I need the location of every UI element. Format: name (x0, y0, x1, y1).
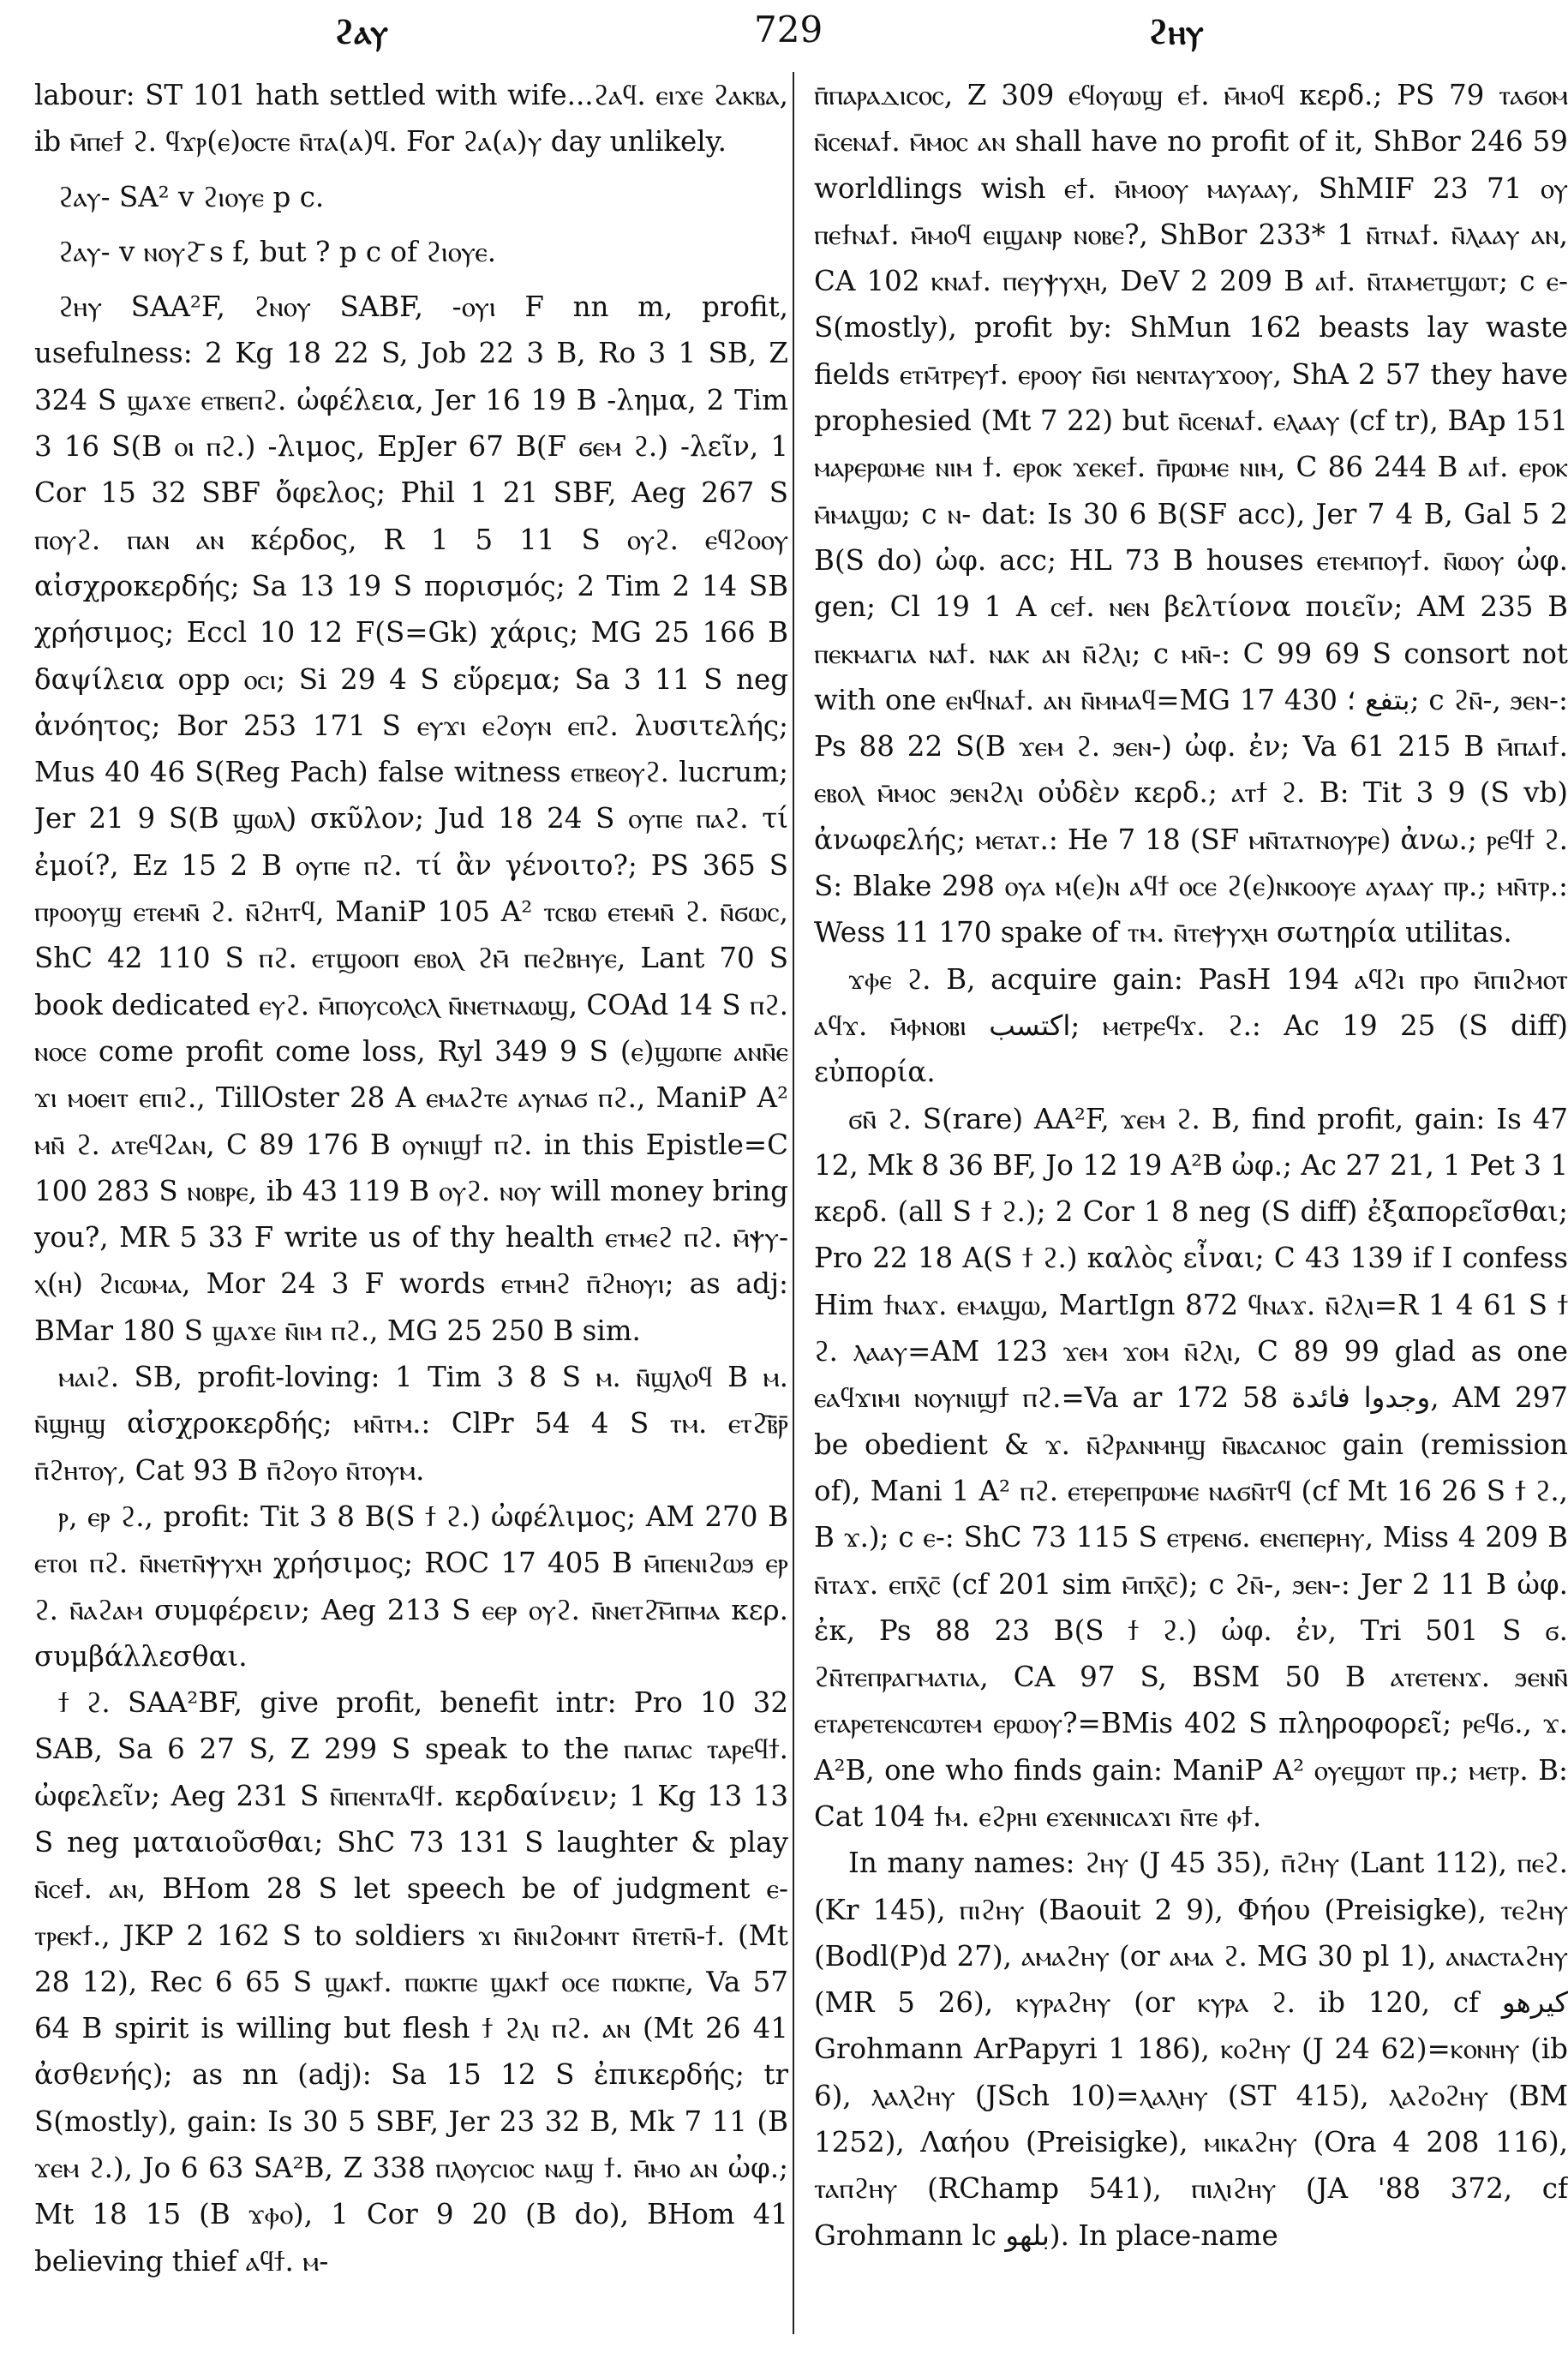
left-column (34, 72, 788, 2351)
column-divider (793, 72, 794, 2334)
right-column (814, 72, 1568, 2351)
entry-continuation: labour: ST 101 hath settled with wife...ϩⲁϥ. ⲉⲓϫⲉ ϩⲁⲕⲃⲁ, ib ⲙ̄ⲡⲉϯ ϩ. ϥϫⲣ(ⲉ)ⲟⲥⲧⲉ ⲛ̄ⲧⲁ(ⲁ)ϥ. For ϩⲁ(ⲁ)ⲩ day unlikely. (34, 79, 788, 159)
page-number: 729 (754, 9, 823, 51)
page-header (0, 0, 1568, 55)
right-running-headword: ϩⲏⲩ (1148, 12, 1204, 52)
entry-ti-hey: ϯ ϩ. SAA²BF, give profit, benefit intr: Pro 10 32 SAB, Sa 6 27 S, Z 299 S speak to the ⲡⲁⲡⲁⲥ ⲧⲁⲣⲉϥϯ. ὠφελεῖν; Aeg 231 S ⲛ̄ⲡⲉⲛⲧⲁϥϯ. κερδαίνειν; 1 Kg 13 13 S neg ματαιοῦσθαι; ShC 73 131 S laughter & play ⲛ̄ⲥⲉϯ. ⲁⲛ, BHom 28 S let speech be of judgment ⲉ-ⲧⲣⲉⲕϯ., JKP 2 162 S to soldiers ϫⲓ ⲛ̄ⲛⲓϩⲟⲙⲛⲧ ⲛ̄ⲧⲉⲧⲛ̄-ϯ. (Mt 28 12), Rec 6 65 S ϣⲁⲕϯ. ⲡⲱⲕⲡⲉ ϣⲁⲕϯ ⲟⲥⲉ ⲡⲱⲕⲡⲉ, Va 57 64 B spirit is willing but flesh ϯ ϩⲗⲓ ⲡϩ. ⲁⲛ (Mt 26 41 ἀσθενής); as nn (adj): Sa 15 12 S ἐπικερδής; tr S(mostly), gain: Is 30 5 SBF, Jer 23 32 B, Mk 7 11 (B ϫⲉⲙ ϩ.), Jo 6 63 SA²B, Z 338 ⲡⲗⲟⲩⲥⲓⲟⲥ ⲛⲁϣ ϯ. ⲙ̄ⲙⲟ ⲁⲛ ὠφ.; Mt 18 15 (B ϫⲫⲟ), 1 Cor 9 20 (B do), BHom 41 believing thief ⲁϥϯ. ⲙ- (34, 1686, 788, 2278)
entry-ti-hey-continued: ⲡ̄ⲡⲁⲣⲁⲇⲓⲥⲟⲥ, Z 309 ⲉϥⲟⲩⲱϣ ⲉϯ. ⲙ̄ⲙⲟϥ κερδ.; PS 79 ⲧⲁϭⲟⲙ ⲛ̄ⲥⲉⲛⲁϯ. ⲙ̄ⲙⲟⲥ ⲁⲛ shall have no profit of it, ShBor 246 59 worldlings wish ⲉϯ. ⲙ̄ⲙⲟⲟⲩ ⲙⲁⲩⲁⲁⲩ, ShMIF 23 71 ⲟⲩ ⲡⲉϯⲛⲁϯ. ⲙ̄ⲙⲟϥ ⲉⲓϣⲁⲛⲣ ⲛⲟⲃⲉ?, ShBor 233* 1 ⲛ̄ⲧⲛⲁϯ. ⲛ̄ⲗⲁⲁⲩ ⲁⲛ, CA 102 ⲕⲛⲁϯ. ⲡⲉⲩⲯⲩⲭⲏ, DeV 2 209 B ⲁⲓϯ. ⲛ̄ⲧⲁⲙⲉⲧϣⲱⲧ; c ⲉ- S(mostly), profit by: ShMun 162 beasts lay waste fields ⲉⲧⲙ̄ⲧⲣⲉⲩϯ. ⲉⲣⲟⲟⲩ ⲛ̄ϭⲓ ⲛⲉⲛⲧⲁⲩϫⲟⲟⲩ, ShA 2 57 they have prophesied (Mt 7 22) but ⲛ̄ⲥⲉⲛⲁϯ. ⲉⲗⲁⲁⲩ (cf tr), BAp 151 ⲙⲁⲣⲉⲣⲱⲙⲉ ⲛⲓⲙ ϯ. ⲉⲣⲟⲕ ϫⲉⲕⲉϯ. ⲡ̄ⲣⲱⲙⲉ ⲛⲓⲙ, C 86 244 B ⲁⲓϯ. ⲉⲣⲟⲕ ⲙ̄ⲙⲁϣⲱ; c ⲛ- dat: Is 30 6 B(SF acc), Jer 7 4 B, Gal 5 2 B(S do) ὠφ. acc; HL 73 B houses ⲉⲧⲉⲙⲡⲟⲩϯ. ⲛ̄ⲱⲟⲩ ὠφ. gen; Cl 19 1 A ⲥⲉϯ. ⲛⲉⲛ βελτίονα ποιεῖν; AM 235 B ⲡⲉⲕⲙⲁⲅⲓⲁ ⲛⲁϯ. ⲛⲁⲕ ⲁⲛ ⲛ̄ϩⲗⲓ; c ⲙⲛ̄-: C 99 69 S consort not with one ⲉⲛϥⲛⲁϯ. ⲁⲛ ⲛ̄ⲙⲙⲁϥ=MG 17 430 بتفع ؛; c ϩⲛ̄-, ϧⲉⲛ-: Ps 88 22 S(B ϫⲉⲙ ϩ. ϧⲉⲛ-) ὠφ. ἐν; Va 61 215 B ⲙ̄ⲡⲁⲓϯ. ⲉⲃⲟⲗ ⲙ̄ⲙⲟⲥ ϧⲉⲛϩⲗⲓ οὐδὲν κερδ.; ⲁⲧϯ ϩ. B: Tit 3 9 (S vb) ἀνωφελής; ⲙⲉⲧⲁⲧ.: He 7 18 (SF ⲙⲛ̄ⲧⲁⲧⲛⲟⲩⲣⲉ) ἀνω.; ⲣⲉϥϯ ϩ. S: Blake 298 ⲟⲩⲁ ⲙ(ⲉ)ⲛ ⲁϥϯ ⲟⲥⲉ ϩ(ⲉ)ⲛⲕⲟⲟⲩⲉ ⲁⲩⲁⲁⲩ ⲡⲣ.; ⲙⲛ̄ⲧⲣ.: Wess 11 170 spake of ⲧⲙ. ⲛ̄ⲧⲉⲯⲩⲭⲏ σωτηρία utilitas. (814, 79, 1568, 949)
left-running-headword: ϩⲁⲩ (334, 12, 388, 52)
entry-jphe-hey: ϫⲫⲉ ϩ. B, acquire gain: PasH 194 ⲁϥϩⲓ ⲡⲣⲟ ⲙ̄ⲡⲓϩⲙⲟⲧ ⲁϥϫ. ⲙ̄ⲫⲛⲟⲃⲓ اكتسب; ⲙⲉⲧⲣⲉϥϫ. ϩ.: Ac 19 25 (S diff) εὐπορία. (814, 962, 1568, 1089)
entry-hay-prefix-1: ϩⲁⲩ- SA² v ϩⲓⲟⲩⲉ p c. (58, 180, 325, 213)
entry-hey-main: ϩⲏⲩ SAA²F, ϩⲛⲟⲩ SABF, -ⲟⲩⲓ F nn m, profit, usefulness: 2 Kg 18 22 S, Job 22 3 B, Ro 3 1 SB, Z 324 S ϣⲁϫⲉ ⲉⲧⲃⲉⲡϩ. ὠφέλεια, Jer 16 19 B -λημα, 2 Tim 3 16 S(B ⲟⲓ ⲡϩ.) -λιμος, EpJer 67 B(F ϭⲉⲙ ϩ.) -λεῖν, 1 Cor 15 32 SBF ὄφελος; Phil 1 21 SBF, Aeg 267 S ⲡⲟⲩϩ. ⲡⲁⲛ ⲁⲛ κέρδος, R 1 5 11 S ⲟⲩϩ. ⲉϥϩⲟⲟⲩ αἰσχροκερδής; Sa 13 19 S πορισμός; 2 Tim 2 14 SB χρήσιμος; Eccl 10 12 F(S=Gk) χάρις; MG 25 166 B δαψίλεια opp ⲟⲥⲓ; Si 29 4 S εὕρεμα; Sa 3 11 S neg ἀνόητος; Bor 253 171 S ⲉⲩϫⲓ ⲉϩⲟⲩⲛ ⲉⲡϩ. λυσιτελής; Mus 40 46 S(Reg Pach) false witness ⲉⲧⲃⲉⲟⲩϩ. lucrum; Jer 21 9 S(B ϣⲱⲗ) σκῦλον; Jud 18 24 S ⲟⲩⲡⲉ ⲡⲁϩ. τί ἐμοί?, Ez 15 2 B ⲟⲩⲡⲉ ⲡϩ. τί ἂν γένοιτο?; PS 365 S ⲡⲣⲟⲟⲩϣ ⲉⲧⲉⲙⲛ̄ ϩ. ⲛ̄ϩⲏⲧϥ, ManiP 105 A² ⲧⲥⲃⲱ ⲉⲧⲉⲙⲛ̄ ϩ. ⲛ̄ϭⲱⲥ, ShC 42 110 S ⲡϩ. ⲉⲧϣⲟⲟⲡ ⲉⲃⲟⲗ ϩⲙ̄ ⲡⲉϩⲃⲏⲩⲉ, Lant 70 S book dedicated ⲉⲩϩ. ⲙ̄ⲡⲟⲩⲥⲟⲗⲥⲗ ⲛ̄ⲛⲉⲧⲛⲁⲱϣ, COAd 14 S ⲡϩ. ⲛⲟⲥⲉ come profit come loss, Ryl 349 9 S (ⲉ)ϣⲱⲡⲉ ⲁⲛⲛ̄ⲉ ϫⲓ ⲙⲟⲉⲓⲧ ⲉⲡⲓϩ., TillOster 28 A ⲉⲙⲁϩⲧⲉ ⲁⲩⲛⲁϭ ⲡϩ., ManiP A² ⲙⲛ̄ ϩ. ⲁⲧⲉϥϩⲁⲛ, C 89 176 B ⲟⲩⲛⲓϣϯ ⲡϩ. in this Epistle=C 100 283 S ⲛⲟⲃⲣⲉ, ib 43 119 B ⲟⲩϩ. ⲛⲟⲩ will money bring you?, MR 5 33 F write us of thy health ⲉⲧⲙⲉϩ ⲡϩ. ⲙ̄ⲯⲩ-ⲭ(ⲏ) ϩⲓⲥⲱⲙⲁ, Mor 24 3 F words ⲉⲧⲙⲏϩ ⲡ̄ϩⲏⲟⲩⲓ; as adj: BMar 180 S ϣⲁϫⲉ ⲛ̄ⲓⲙ ⲡϩ., MG 25 250 B sim. (34, 290, 788, 1347)
entry-names: In many names: ϩⲏⲩ (J 45 35), ⲡ̄ϩⲏⲩ (Lant 112), ⲡⲉϩ. (Kr 145), ⲡⲓϩⲏⲩ (Baouit 2 9), Φήου (Preisigke), ⲧⲉϩⲏⲩ (Bodl(P)d 27), ⲁⲙⲁϩⲏⲩ (or ⲁⲙⲁ ϩ. MG 30 pl 1), ⲁⲛⲁⲥⲧⲁϩⲏⲩ (MR 5 26), ⲕⲩⲣⲁϩⲏⲩ (or ⲕⲩⲣⲁ ϩ. ib 120, cf كيرهو Grohmann ArPapyri 1 186), ⲕⲟϩⲏⲩ (J 24 62)=ⲕⲟⲛⲏⲩ (ib 6), ⲗⲁⲗϩⲏⲩ (JSch 10)=ⲗⲁⲗⲏⲩ (ST 415), ⲗⲁϩⲟϩⲏⲩ (BM 1252), Λαήου (Preisigke), ⲙⲓⲕⲁϩⲏⲩ (Ora 4 208 116), ⲧⲁⲡϩⲏⲩ (RChamp 541), ⲡⲓⲗⲓϩⲏⲩ (JA '88 372, cf Grohmann lc بلهو). In place-name (814, 1847, 1568, 2252)
entry-er-hey: ⲣ, ⲉⲣ ϩ., profit: Tit 3 8 B(S ϯ ϩ.) ὠφέλιμος; AM 270 B ⲉⲧⲟⲓ ⲡϩ. ⲛ̄ⲛⲉⲧⲛ̄ⲯⲩⲭⲏ χρήσιμος; ROC 17 405 B ⲙ̄ⲡⲉⲛⲓϩⲱϧ ⲉⲣ ϩ. ⲛ̄ⲁϩⲁⲙ συμφέρειν; Aeg 213 S ⲉⲉⲣ ⲟⲩϩ. ⲛ̄ⲛⲉⲧϩ̄ⲙ̄ⲡⲙⲁ κερ. συμβάλλεσθαι. (34, 1500, 788, 1673)
entry-chn-hey: ϭⲛ̄ ϩ. S(rare) AA²F, ϫⲉⲙ ϩ. B, find profit, gain: Is 47 12, Mk 8 36 BF, Jo 12 19 A²B ὠφ.; Ac 27 21, 1 Pet 3 1 κερδ. (all S ϯ ϩ.); 2 Cor 1 8 neg (S diff) ἐξαπορεῖσθαι; Pro 22 18 A(S ϯ ϩ.) καλὸς εἶναι; C 43 139 if I confess Him ϯⲛⲁϫ. ⲉⲙⲁϣⲱ, MartIgn 872 ϥⲛⲁϫ. ⲛ̄ϩⲗⲓ=R 1 4 61 S ϯ ϩ. ⲗⲁⲁⲩ=AM 123 ϫⲉⲙ ϫⲟⲙ ⲛ̄ϩⲗⲓ, C 89 99 glad as one ⲉⲁϥϫⲓⲙⲓ ⲛⲟⲩⲛⲓϣϯ ⲡϩ.=Va ar 172 58 وجدوا فائدة, AM 297 be obedient & ϫ. ⲛ̄ϩⲣⲁⲛⲙⲏϣ ⲛ̄ⲃⲁⲥⲁⲛⲟⲥ gain (remission of), Mani 1 A² ⲡϩ. ⲉⲧⲉⲣⲉⲡⲣⲱⲙⲉ ⲛⲁϭⲛ̄ⲧϥ (cf Mt 16 26 S ϯ ϩ., B ϫ.); c ⲉ-: ShC 73 115 S ⲉⲧⲣⲉⲛϭ. ⲉⲛⲉⲡⲉⲣⲏⲩ, Miss 4 209 B ⲛ̄ⲧⲁϫ. ⲉⲡⲭ̄ⲥ̄ (cf 201 sim ⲙ̄ⲡⲭ̄ⲥ̄); c ϩⲛ̄-, ϧⲉⲛ-: Jer 2 11 B ὠφ. ἐκ, Ps 88 23 B(S ϯ ϩ.) ὠφ. ἐν, Tri 501 S ϭ. ϩⲛ̄ⲧⲉⲡⲣⲁⲅⲙⲁⲧⲓⲁ, CA 97 S, BSM 50 B ⲁⲧⲉⲧⲉⲛϫ. ϧⲉⲛⲛ̄ ⲉⲧⲁⲣⲉⲧⲉⲛⲥⲱⲧⲉⲙ ⲉⲣⲱⲟⲩ?=BMis 402 S πληροφορεῖ; ⲣⲉϥϭ., ϫ. A²B, one who finds gain: ManiP A² ⲟⲩⲉϣⲱⲧ ⲡⲣ.; ⲙⲉⲧⲣ. B: Cat 104 ϯⲙ. ⲉϩⲣⲏⲓ ⲉϫⲉⲛⲛⲓⲥⲁϫⲓ ⲛ̄ⲧⲉ ⲫϯ. (814, 1102, 1568, 1833)
entry-mai-hey: ⲙⲁⲓϩ. SB, profit-loving: 1 Tim 3 8 S ⲙ. ⲛ̄ϣⲗⲟϥ B ⲙ. ⲛ̄ϣⲏϣ αἰσχροκερδής; ⲙⲛ̄ⲧⲙ.: ClPr 54 4 S ⲧⲙ. ⲉⲧϩ̄ⲃ̄ⲣ̄ ⲡ̄ϩⲏⲧⲟⲩ, Cat 93 B ⲡ̄ϩⲟⲩⲟ ⲛ̄ⲧⲟⲩⲙ. (34, 1361, 788, 1487)
entry-hay-prefix-2: ϩⲁⲩ- v ⲛⲟⲩϩ̄ s f, but ? p c of ϩⲓⲟⲩⲉ. (58, 235, 497, 268)
